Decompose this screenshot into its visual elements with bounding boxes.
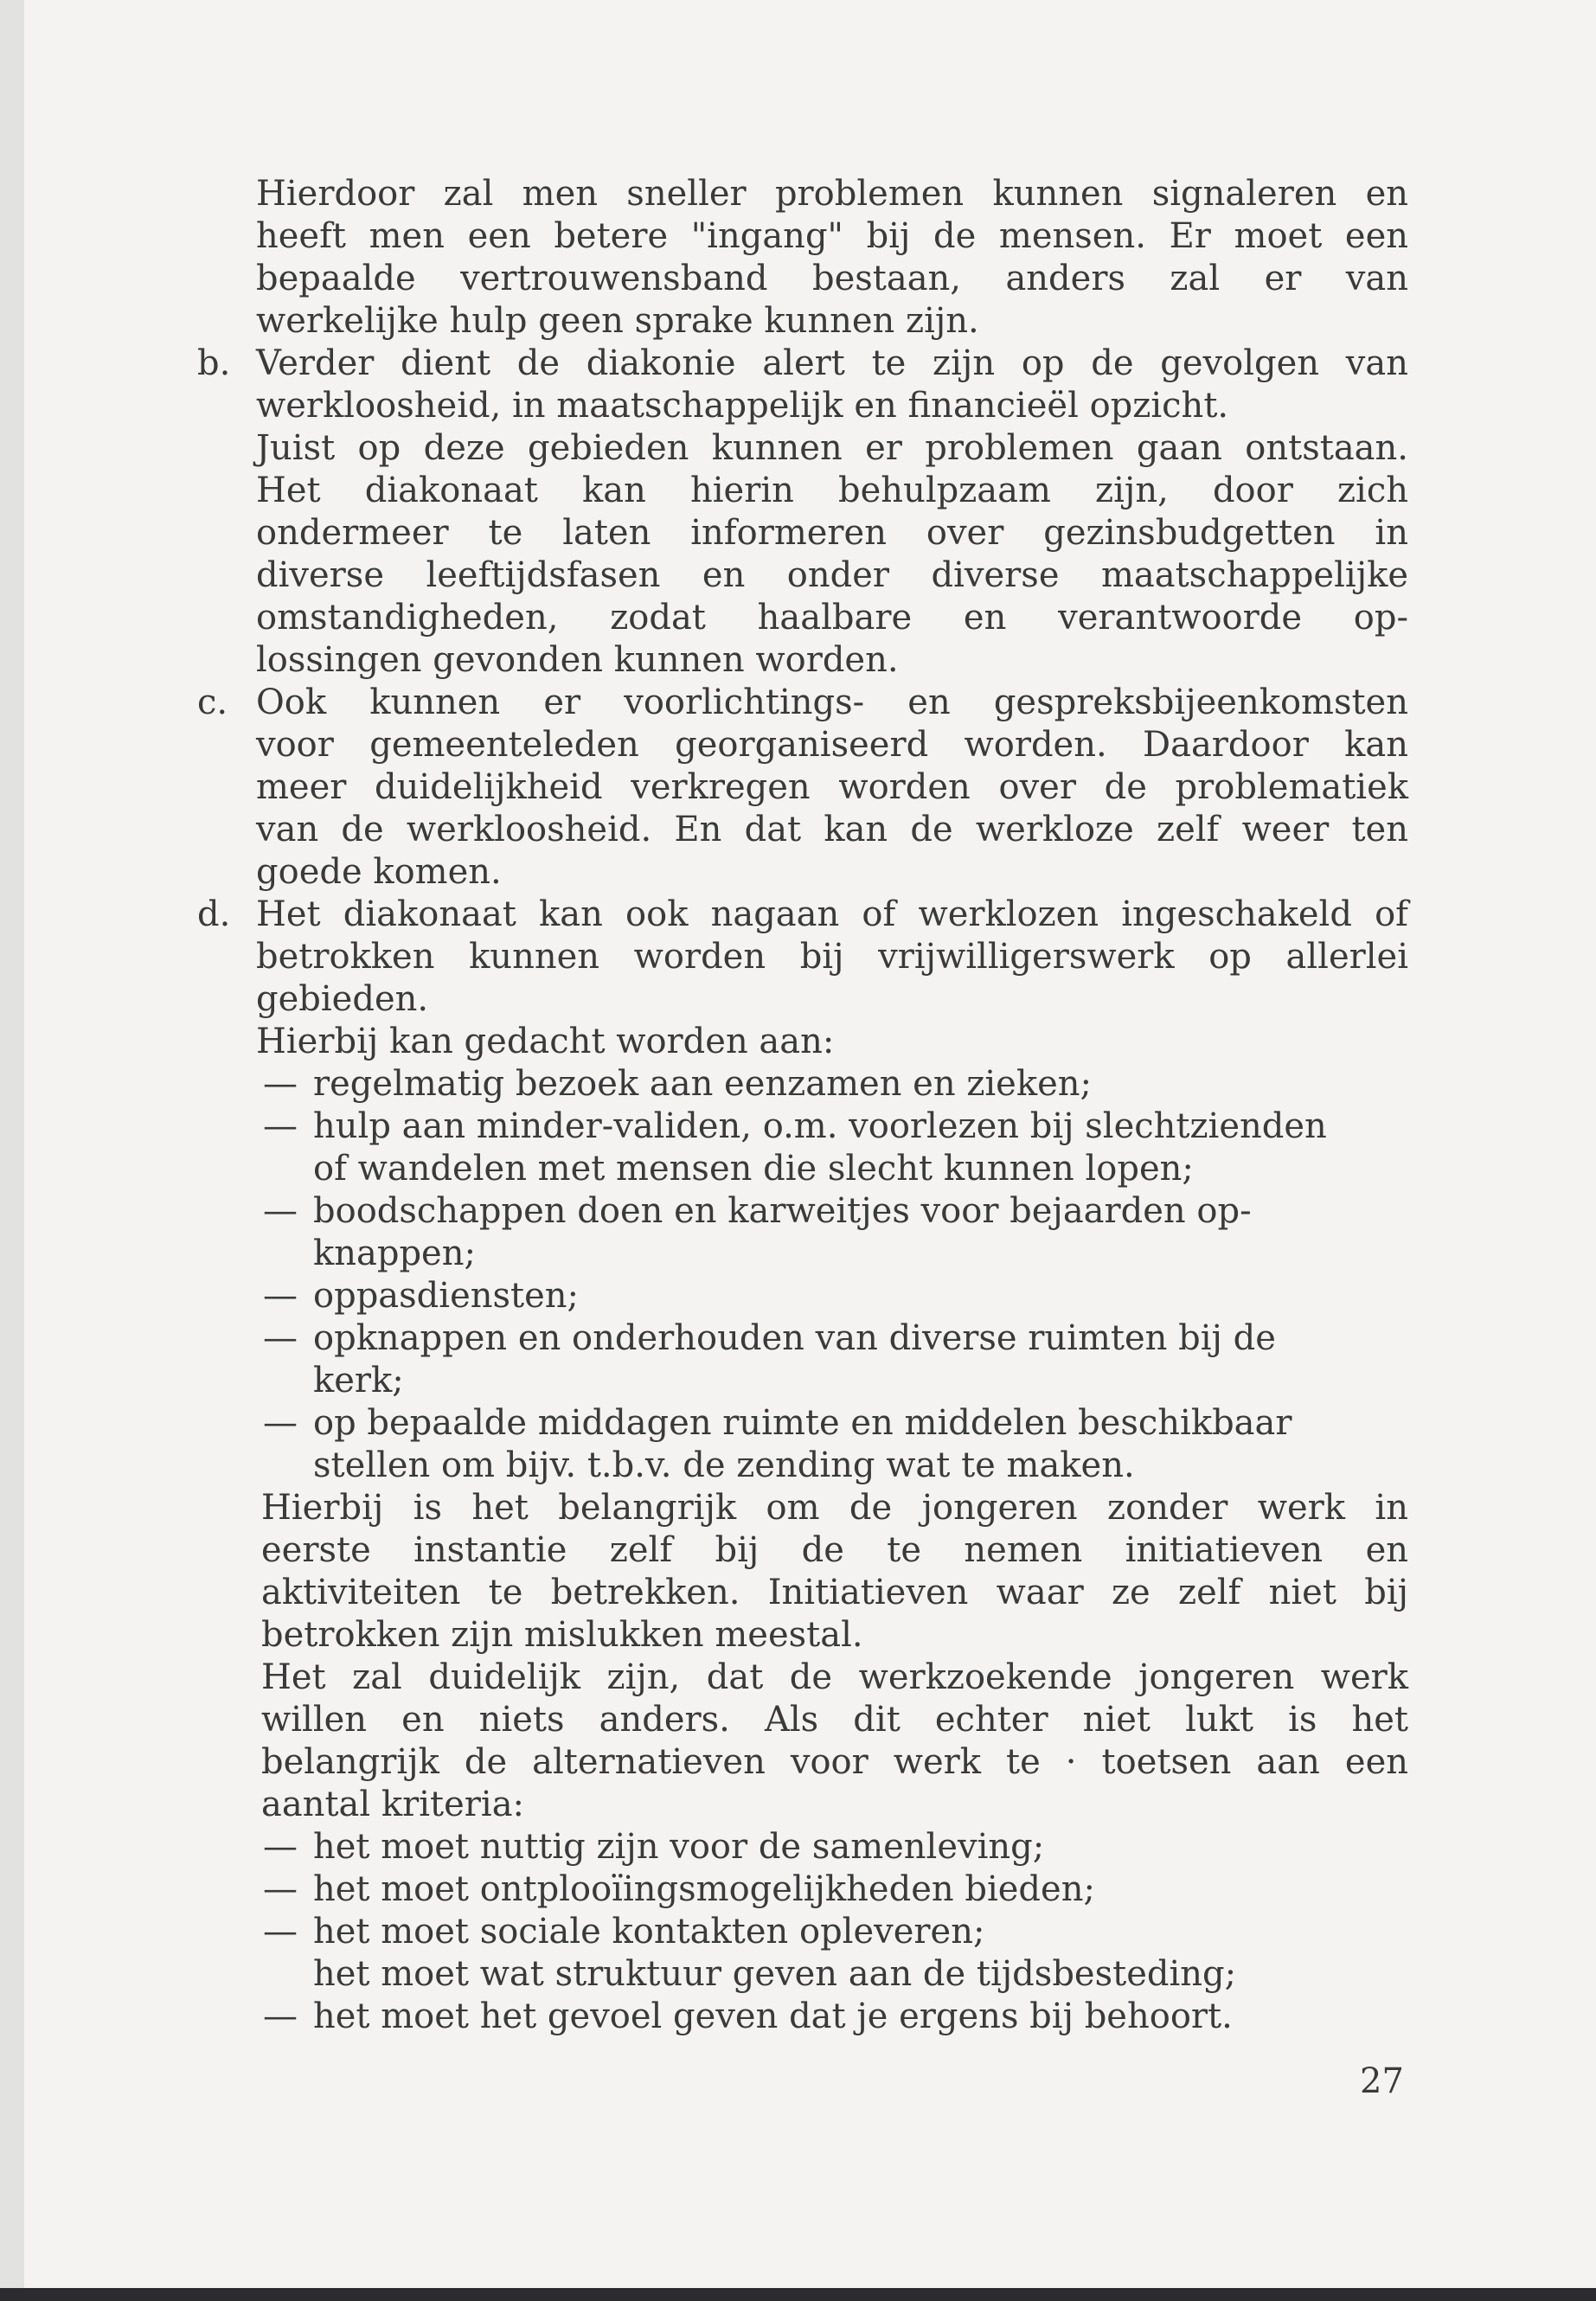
item-c-line: van de werkloosheid. En dat kan de werkloze zelf weer ten — [256, 810, 1408, 849]
para3-line: aantal kriteria: — [261, 1785, 525, 1824]
para3-line: Het zal duidelijk zijn, dat de werkzoekende jongeren werk — [261, 1657, 1408, 1697]
criteria-dash: — — [263, 1869, 298, 1909]
criteria-item: het moet sociale kontakten opleveren; — [313, 1912, 985, 1952]
item-label-b: b. — [197, 343, 231, 383]
criteria-item: het moet nuttig zijn voor de samenleving; — [313, 1827, 1045, 1867]
page-number: 27 — [1360, 2061, 1404, 2101]
list-dash: — — [263, 1276, 298, 1316]
scan-gutter — [0, 0, 24, 2301]
item-c-line: meer duidelijkheid verkregen worden over de problematiek — [256, 767, 1408, 807]
list-dash: — — [263, 1403, 298, 1443]
list-dash: — — [263, 1191, 298, 1231]
item-c-line: goede komen. — [256, 852, 502, 892]
list-item-cont: knappen; — [313, 1234, 476, 1273]
para3-line: belangrijk de alternatieven voor werk te · toetsen aan een — [261, 1742, 1408, 1782]
item-c-line: voor gemeenteleden georganiseerd worden. Daardoor kan — [256, 725, 1408, 765]
item-d-line: Het diakonaat kan ook nagaan of werklozen ingeschakeld of — [256, 894, 1408, 934]
item-d-line: betrokken kunnen worden bij vrijwilligerswerk op allerlei — [256, 937, 1408, 977]
para2-line: Hierbij is het belangrijk om de jongeren zonder werk in — [261, 1488, 1408, 1528]
para2-line: betrokken zijn mislukken meestal. — [261, 1615, 863, 1655]
item-b-line: lossingen gevonden kunnen worden. — [256, 640, 899, 680]
item-b-line: omstandigheden, zodat haalbare en verantwoorde op- — [256, 598, 1408, 638]
criteria-item: het moet wat struktuur geven aan de tijdsbesteding; — [313, 1954, 1237, 1994]
item-b-line: Juist op deze gebieden kunnen er problemen gaan ontstaan. — [256, 428, 1408, 468]
scan-bottom-edge — [0, 2288, 1596, 2301]
criteria-dash: — — [263, 1997, 298, 2036]
list-item: op bepaalde middagen ruimte en middelen beschikbaar — [313, 1403, 1292, 1443]
para2-line: eerste instantie zelf bij de te nemen initiatieven en — [261, 1530, 1408, 1570]
item-label-c: c. — [197, 683, 228, 722]
item-label-d: d. — [197, 894, 231, 934]
criteria-item: het moet het gevoel geven dat je ergens bij behoort. — [313, 1997, 1233, 2036]
list-item-cont: of wandelen met mensen die slecht kunnen lopen; — [313, 1149, 1194, 1189]
list-item: hulp aan minder-validen, o.m. voorlezen bij slechtzienden — [313, 1106, 1327, 1146]
item-b-line: Verder dient de diakonie alert te zijn op de gevolgen van — [256, 343, 1408, 383]
list-item: oppasdiensten; — [313, 1276, 580, 1316]
intro-line: werkelijke hulp geen sprake kunnen zijn. — [256, 301, 979, 341]
list-item-cont: stellen om bijv. t.b.v. de zending wat te maken. — [313, 1445, 1135, 1485]
item-c-line: Ook kunnen er voorlichtings- en gespreksbijeenkomsten — [256, 683, 1408, 722]
intro-line: heeft men een betere "ingang" bij de mensen. Er moet een — [256, 216, 1408, 256]
list-item: regelmatig bezoek aan eenzamen en zieken; — [313, 1064, 1092, 1104]
list-item: boodschappen doen en karweitjes voor bejaarden op- — [313, 1191, 1252, 1231]
criteria-dash: — — [263, 1912, 298, 1952]
item-b-line: Het diakonaat kan hierin behulpzaam zijn, door zich — [256, 471, 1408, 510]
list-dash: — — [263, 1106, 298, 1146]
list-item-cont: kerk; — [313, 1361, 404, 1400]
intro-line: bepaalde vertrouwensband bestaan, anders zal er van — [256, 259, 1408, 298]
para2-line: aktiviteiten te betrekken. Initiatieven waar ze zelf niet bij — [261, 1573, 1408, 1612]
intro-line: Hierdoor zal men sneller problemen kunnen signaleren en — [256, 174, 1408, 214]
list-dash: — — [263, 1064, 298, 1104]
item-b-line: ondermeer te laten informeren over gezinsbudgetten in — [256, 513, 1408, 553]
para3-line: willen en niets anders. Als dit echter niet lukt is het — [261, 1700, 1408, 1740]
criteria-item: het moet ontplooïingsmogelijkheden bieden; — [313, 1869, 1095, 1909]
item-d-line: gebieden. — [256, 979, 429, 1019]
list-item: opknappen en onderhouden van diverse ruimten bij de — [313, 1318, 1276, 1358]
list-dash: — — [263, 1318, 298, 1358]
item-b-line: werkloosheid, in maatschappelijk en financieël opzicht. — [256, 386, 1229, 426]
item-b-line: diverse leeftijdsfasen en onder diverse maatschappelijke — [256, 555, 1408, 595]
criteria-dash: — — [263, 1827, 298, 1867]
item-d-line: Hierbij kan gedacht worden aan: — [256, 1022, 835, 1061]
